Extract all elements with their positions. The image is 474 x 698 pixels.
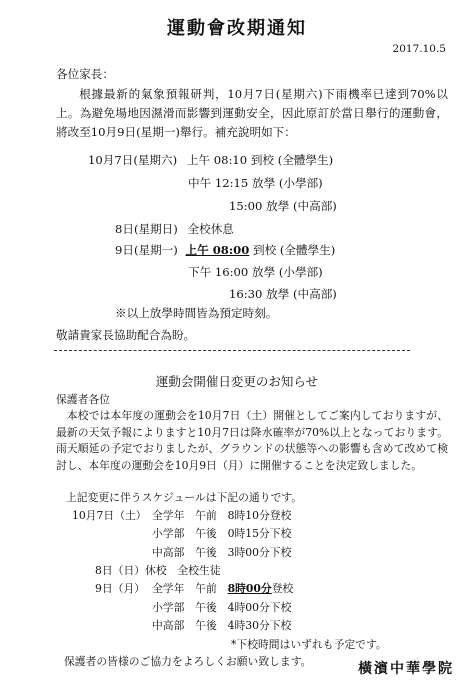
zh-paragraph: 根據最新的氣象預報研判，10月7日(星期六)下雨機率已達到70%以上。為避免場地因濕滑而影響到運動安全，因此原訂於當日舉行的運動會，將改至10月9日(星期一)舉行。補充說明如下： [56, 87, 448, 139]
notice-title: 運動會改期通知 [167, 18, 307, 39]
zh-schedule-time: 16:30 [229, 287, 263, 301]
jp-schedule-row-1a: 全学年 午前 8時10分登校 [152, 509, 292, 522]
zh-schedule-row-3 [229, 198, 337, 214]
zh-schedule-action: 到校 (全體學生) [250, 153, 334, 167]
jp-schedule-row-1b: 小学部 午後 0時15分下校 [152, 527, 292, 540]
zh-schedule-time: 下午 16:00 [188, 265, 249, 279]
zh-schedule-time: 上午 08:10 [186, 153, 248, 167]
jp-schedule-row-3c: 中高部 午後 4時30分下校 [152, 619, 292, 632]
jp-schedule-row-2: 8日（日）休校 全校生徒 [95, 564, 221, 577]
section-divider [54, 350, 410, 351]
jp-schedule-date-1: 10月7日（土） [72, 509, 147, 522]
jp-schedule-intro: 上記変更に伴うスケジュールは下記の通りです。 [66, 491, 303, 504]
jp-schedule-row-3a [152, 581, 293, 596]
zh-schedule-row-1 [88, 152, 333, 168]
jp-schedule-row-1c: 中高部 午後 3時00分下校 [152, 546, 292, 559]
jp-schedule-row-3b: 小学部 午後 4時00分下校 [152, 601, 292, 614]
zh-schedule-date: 10月7日(星期六) [88, 153, 178, 167]
zh-greeting: 各位家長： [56, 67, 114, 81]
jp-closing: 保護者の皆様のご協力をよろしくお願い致します。 [64, 655, 312, 668]
zh-schedule-row-6 [188, 264, 323, 280]
zh-schedule-row-7 [229, 286, 337, 302]
notice-date: 2017.10.5 [392, 43, 446, 55]
zh-schedule-action: 到校 (全體學生) [252, 243, 336, 257]
school-name: 橫濱中華學院 [358, 661, 454, 677]
zh-schedule-time: 15:00 [229, 199, 263, 213]
zh-schedule-action: 放學 (小學部) [251, 176, 323, 190]
zh-schedule-action: 放學 (中高部) [266, 287, 337, 301]
zh-note: ※以上放學時間皆為預定時刻。 [115, 306, 278, 320]
zh-schedule-date: 8日(星期日) [115, 222, 178, 236]
zh-schedule-row-2 [188, 175, 323, 191]
zh-schedule-time: 上午 08:00 [185, 243, 250, 257]
jp-schedule-emph-time: 8時00分 [227, 582, 272, 595]
zh-schedule-row-4 [115, 221, 234, 237]
jp-paragraph: 本校では本年度の運動会を10月7日（土）開催としてご案内しておりますが、最新の天気予報によりますと10月7日は降水確率が70%以上となっております。雨天順延の予定でおりましたが、グラウンドの状態等への影響も含めて改めて検討し、本年度の運動会を10月9日（月）に開催することを決定致しました。 [56, 409, 448, 472]
jp-greeting: 保護者各位 [56, 393, 110, 406]
jp-note: *下校時間はいずれも予定です。 [231, 638, 387, 651]
jp-title: 運動会開催日変更のお知らせ [155, 374, 319, 389]
zh-closing: 敬請貴家長協助配合為盼。 [56, 328, 196, 342]
zh-schedule-row-5 [115, 242, 335, 258]
jp-schedule-date-3: 9日（月） [95, 582, 146, 595]
zh-schedule-action: 全校休息 [187, 222, 234, 236]
jp-schedule-group-time: 全学年 午前 [152, 582, 228, 595]
zh-schedule-action: 放學 (中高部) [266, 199, 337, 213]
zh-schedule-time: 中午 12:15 [188, 176, 249, 190]
zh-schedule-date: 9日(星期一) [115, 243, 178, 257]
jp-schedule-action: 登校 [271, 582, 294, 595]
zh-schedule-action: 放學 (小學部) [251, 265, 323, 279]
